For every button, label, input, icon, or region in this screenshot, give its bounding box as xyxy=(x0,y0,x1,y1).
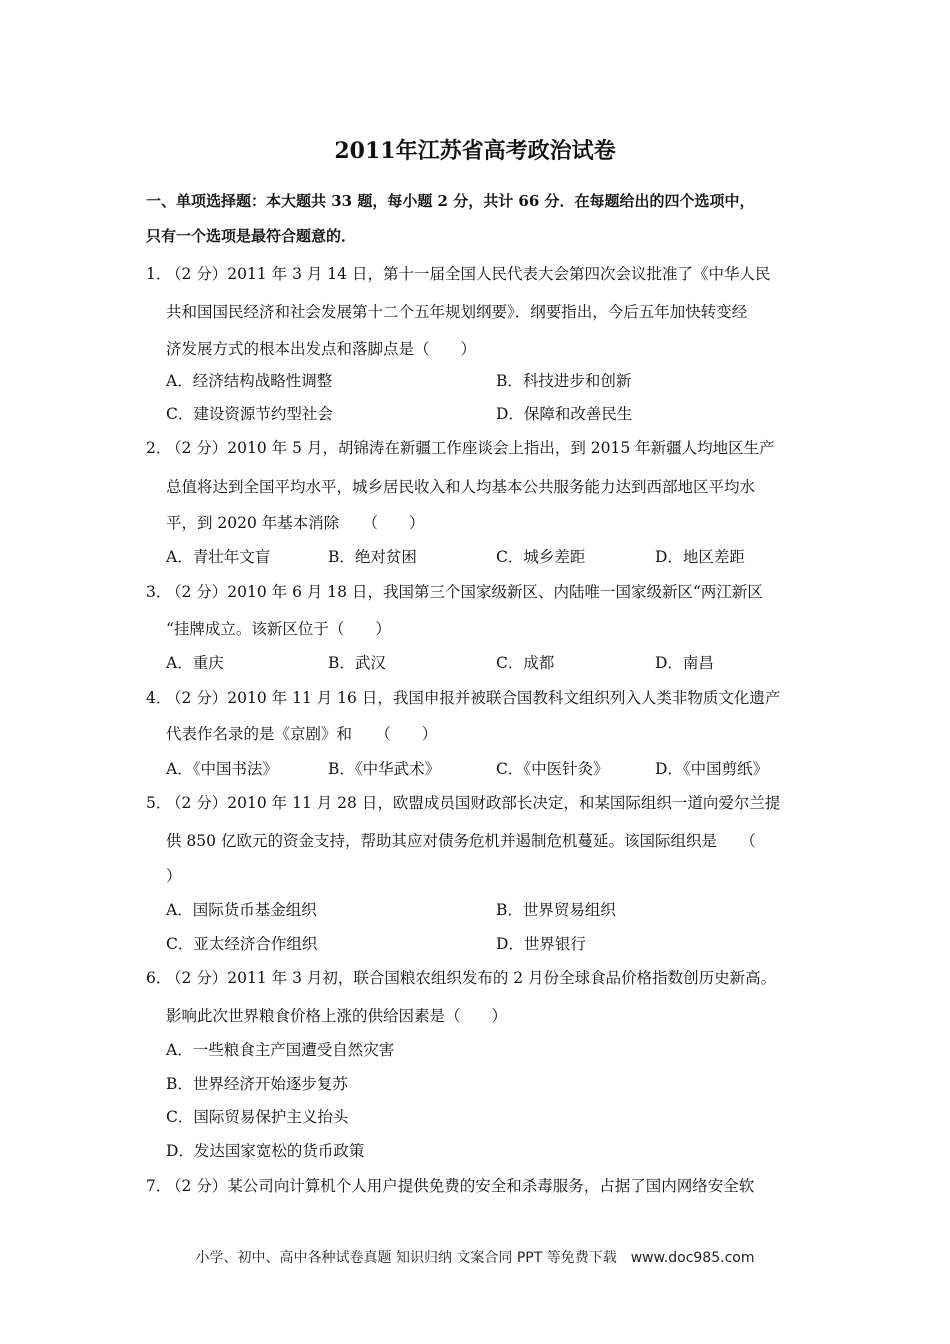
question-5-line-1: （2 分）2010 年 11 月 28 日，欧盟成员国财政部长决定，和某国际组织一道向爱尔兰提 xyxy=(166,794,781,812)
question-4-option-a: A．《中国书法》 xyxy=(166,760,278,778)
question-3-option-b: B．武汉 xyxy=(328,654,386,672)
question-2-option-d: D．地区差距 xyxy=(655,548,745,566)
question-7-number: 7． xyxy=(146,1177,172,1195)
question-6-option-b: B．世界经济开始逐步复苏 xyxy=(166,1075,348,1093)
question-2-line-3: 平，到 2020 年基本消除 （ ） xyxy=(166,514,425,532)
question-3-number: 3． xyxy=(146,583,172,601)
question-3-line-1: （2 分）2010 年 6 月 18 日，我国第三个国家级新区、内陆唯一国家级新区“两江新区 xyxy=(166,583,763,601)
question-5-option-d: D．世界银行 xyxy=(496,935,586,953)
question-4-line-2: 代表作名录的是《京剧》和 （ ） xyxy=(166,725,438,743)
page-title: 2011年江苏省高考政治试卷 xyxy=(334,138,616,164)
question-1-option-a: A．经济结构战略性调整 xyxy=(166,372,333,390)
question-1-number: 1． xyxy=(146,265,172,283)
page-footer: 小学、初中、高中各种试卷真题 知识归纳 文案合同 PPT 等免费下载 www.doc985.com xyxy=(195,1250,755,1266)
question-2-option-b: B．绝对贫困 xyxy=(328,548,417,566)
question-5-line-3: ） xyxy=(166,867,182,885)
question-5-option-a: A．国际货币基金组织 xyxy=(166,901,317,919)
question-4-number: 4． xyxy=(146,689,172,707)
question-4-option-c: C．《中医针灸》 xyxy=(496,760,609,778)
question-1-line-1: （2 分）2011 年 3 月 14 日，第十一届全国人民代表大会第四次会议批准了《中华人民 xyxy=(166,265,771,283)
question-5-option-c: C．亚太经济合作组织 xyxy=(166,935,318,953)
question-2-line-1: （2 分）2010 年 5 月，胡锦涛在新疆工作座谈会上指出，到 2015 年新疆人均地区生产 xyxy=(166,439,775,457)
question-5-line-2: 供 850 亿欧元的资金支持，帮助其应对债务危机并遏制危机蔓延。该国际组织是 （ xyxy=(166,832,756,850)
question-6-option-a: A．一些粮食主产国遭受自然灾害 xyxy=(166,1041,395,1059)
question-2-option-c: C．城乡差距 xyxy=(496,548,586,566)
question-7-line-1: （2 分）某公司向计算机个人用户提供免费的安全和杀毒服务，占据了国内网络安全软 xyxy=(166,1177,755,1195)
question-1-option-d: D．保障和改善民生 xyxy=(496,405,633,423)
question-3-option-c: C．成都 xyxy=(496,654,555,672)
question-4-option-d: D．《中国剪纸》 xyxy=(655,760,769,778)
question-3-option-a: A．重庆 xyxy=(166,654,224,672)
question-2-line-2: 总值将达到全国平均水平，城乡居民收入和人均基本公共服务能力达到西部地区平均水 xyxy=(166,478,756,496)
question-6-option-c: C．国际贸易保护主义抬头 xyxy=(166,1108,349,1126)
question-6-option-d: D．发达国家宽松的货币政策 xyxy=(166,1142,365,1160)
question-4-line-1: （2 分）2010 年 11 月 16 日，我国申报并被联合国教科文组织列入人类非物质文化遗产 xyxy=(166,689,781,707)
question-2-option-a: A．青壮年文盲 xyxy=(166,548,271,566)
question-1-option-b: B．科技进步和创新 xyxy=(496,372,632,390)
question-1-option-c: C．建设资源节约型社会 xyxy=(166,405,333,423)
question-5-number: 5． xyxy=(146,794,172,812)
question-6-line-2: 影响此次世界粮食价格上涨的供给因素是（ ） xyxy=(166,1007,508,1025)
question-3-option-d: D．南昌 xyxy=(655,654,714,672)
question-2-number: 2． xyxy=(146,439,172,457)
question-5-option-b: B．世界贸易组织 xyxy=(496,901,616,919)
question-4-option-b: B．《中华武术》 xyxy=(328,760,441,778)
question-6-number: 6． xyxy=(146,969,172,987)
section-heading-line-2: 只有一个选项是最符合题意的． xyxy=(146,227,357,245)
section-heading-line-1: 一、单项选择题：本大题共 33 题，每小题 2 分，共计 66 分．在每题给出的四个选项中， xyxy=(146,192,755,210)
question-1-line-3: 济发展方式的根本出发点和落脚点是（ ） xyxy=(166,340,477,358)
question-1-line-2: 共和国国民经济和社会发展第十二个五年规划纲要》．纲要指出，今后五年加快转变经 xyxy=(166,303,748,321)
question-6-line-1: （2 分）2011 年 3 月初，联合国粮农组织发布的 2 月份全球食品价格指数创历史新高。 xyxy=(166,969,777,987)
question-3-line-2: “挂牌成立。该新区位于（ ） xyxy=(166,620,391,638)
